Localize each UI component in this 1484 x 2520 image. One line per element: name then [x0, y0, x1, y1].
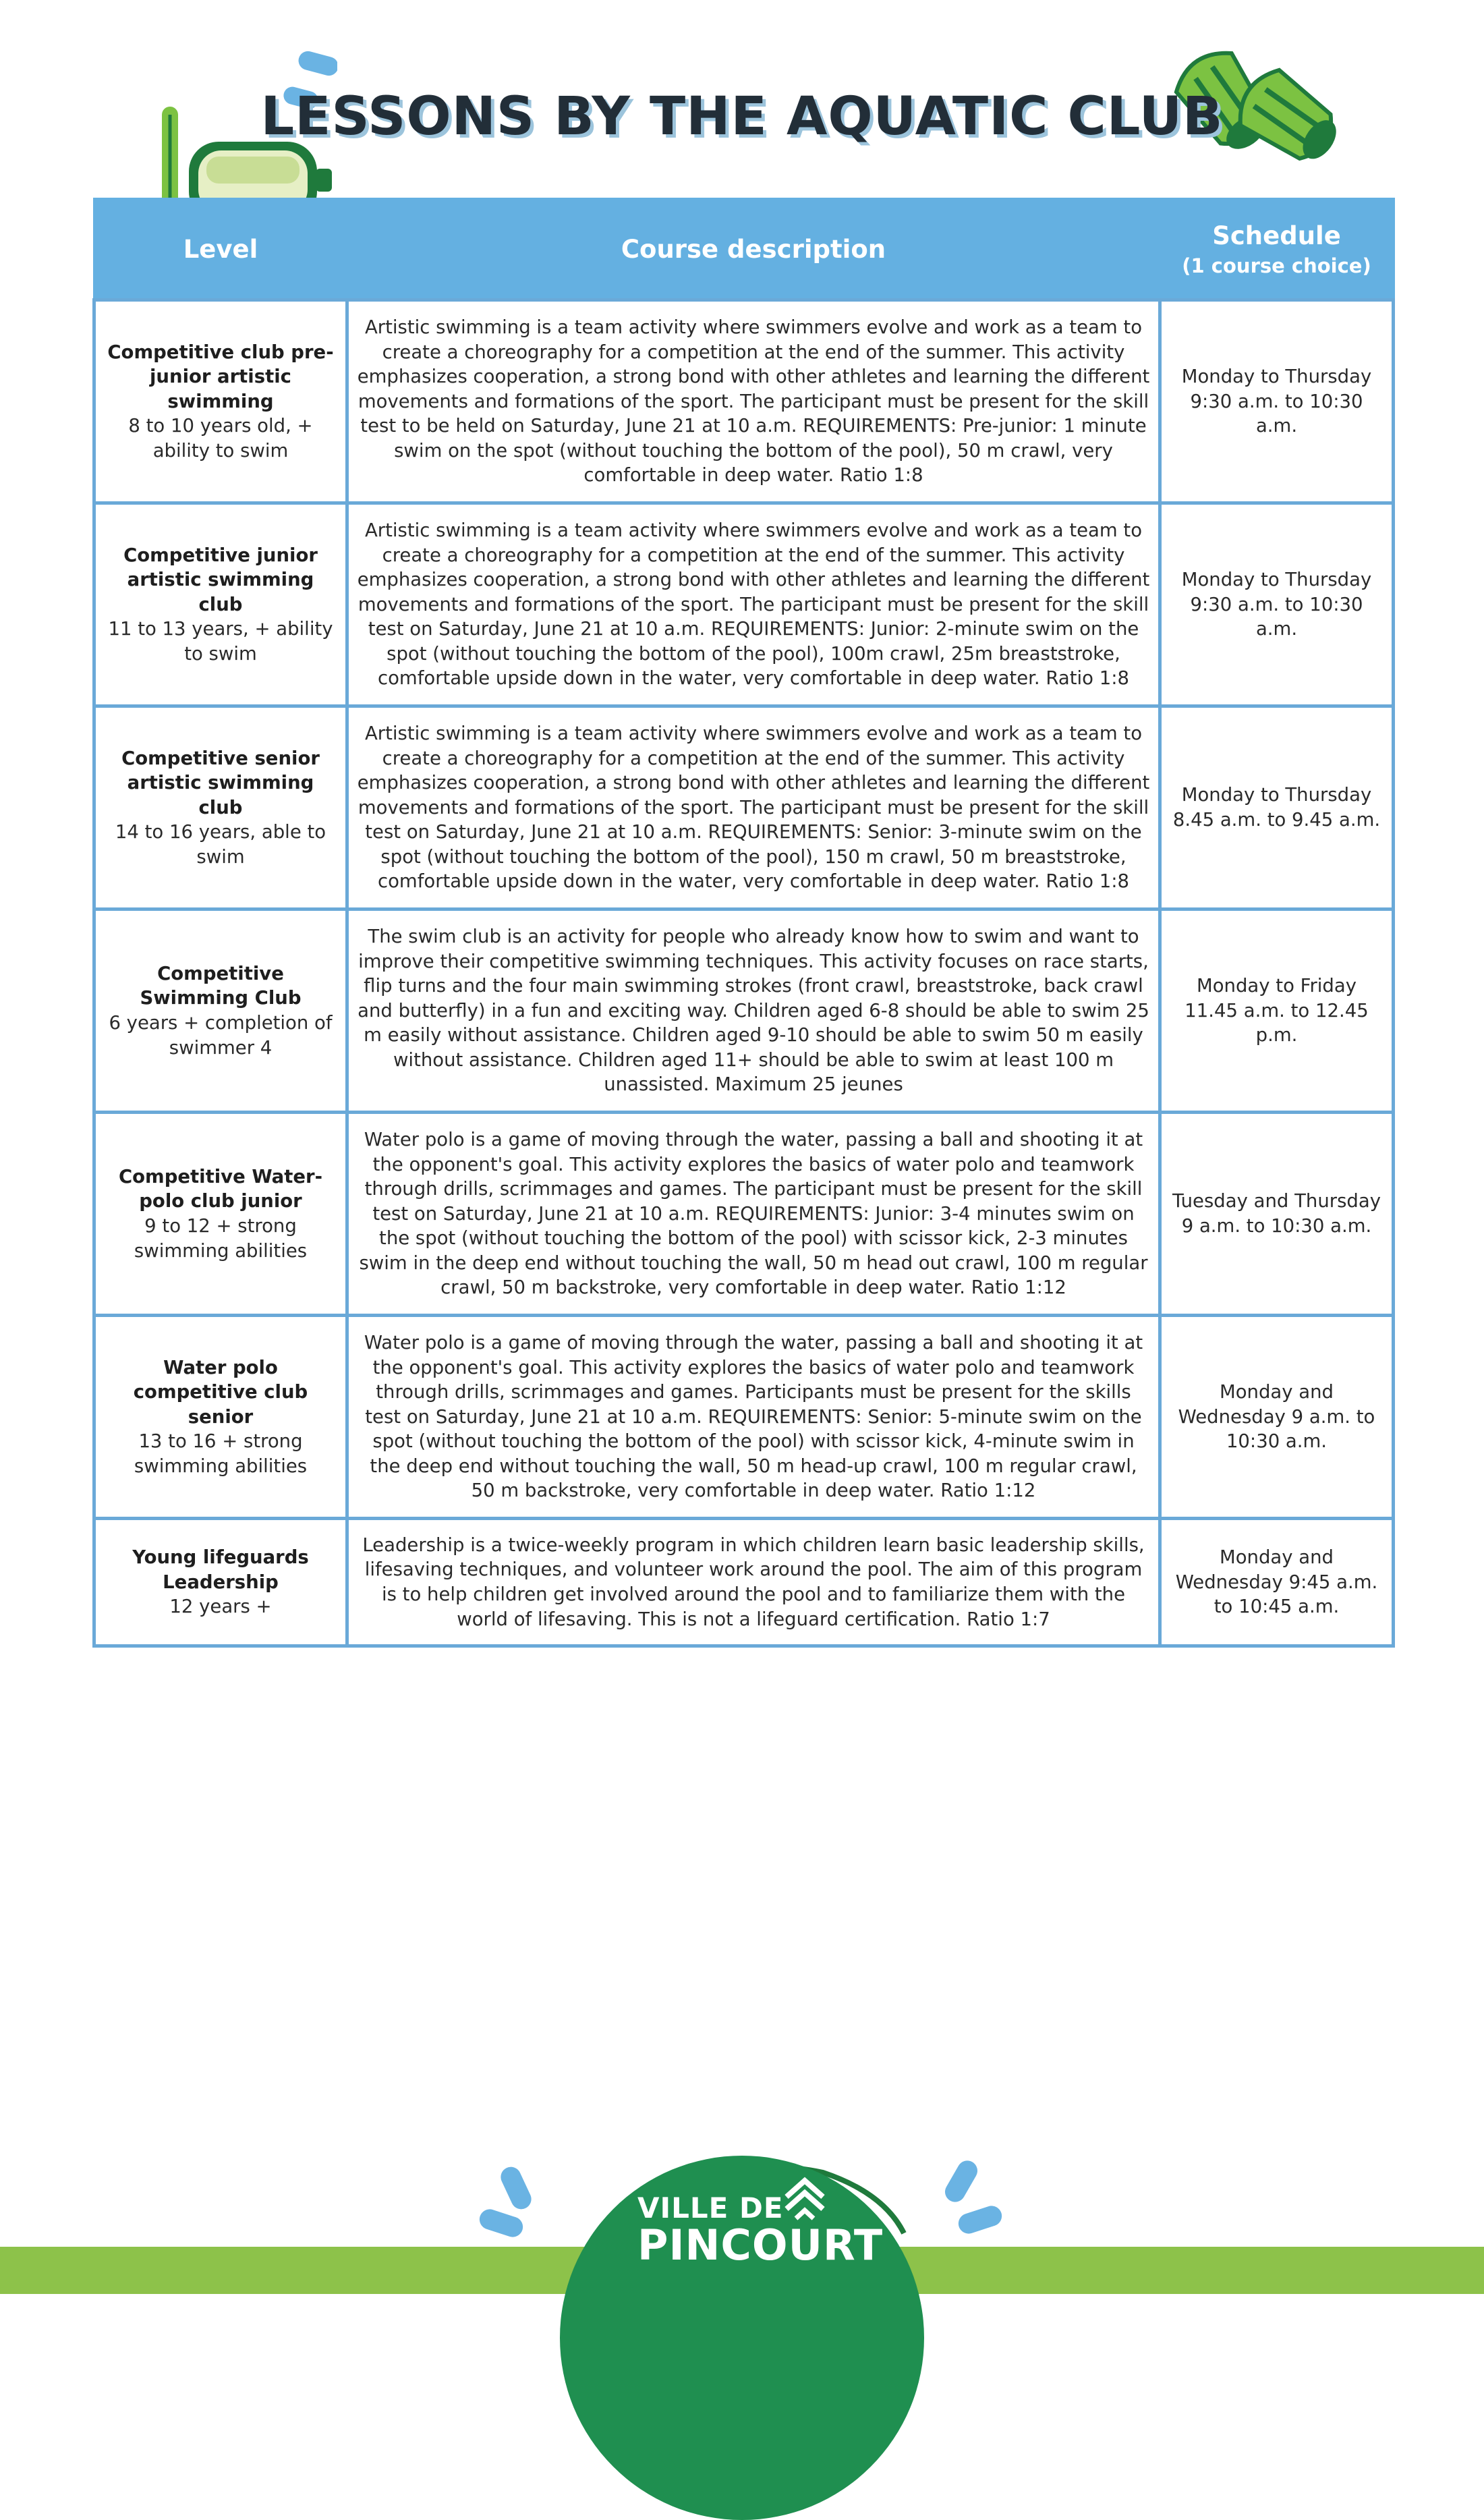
table-row [94, 1316, 1394, 1519]
description-cell: Water polo is a game of moving through the water, passing a ball and shooting it at the opponent's goal. This activity explores the basics of water polo and teamwork through drills, scrimmages and games. The participant must be present for the skill test on Saturday, June 21 at 10 a.m. REQUIREMENTS: Junior: 3-4 minutes swim on the spot (without touching the bottom of the pool) with scissor kick, 2-3 minutes swim in the deep end without touching the wall, 50 m head out crawl, 100 m regular crawl, 50 m backstroke, very comfortable in deep water. Ratio 1:12 [347, 1113, 1160, 1316]
level-name: Competitive club pre-junior artistic swimming [107, 341, 334, 412]
column-header-description: Course description [347, 199, 1160, 300]
lessons-table [92, 198, 1395, 1648]
schedule-cell: Monday to Thursday 9:30 a.m. to 10:30 a.m. [1160, 503, 1394, 706]
description-cell: Artistic swimming is a team activity where swimmers evolve and work as a team to create a choreography for a competition at the end of the summer. This activity emphasizes cooperation, a strong bond with other athletes and learning the different movements and formations of the sport. The participant must be present for the skill test to be held on Saturday, June 21 at 10 a.m. REQUIREMENTS: Pre-junior: 1 minute swim on the spot (without touching the bottom of the pool), 50 m crawl, very comfortable in deep water. Ratio 1:8 [347, 300, 1160, 503]
table-row [94, 503, 1394, 706]
table-row [94, 1113, 1394, 1316]
description-cell: Artistic swimming is a team activity where swimmers evolve and work as a team to create a choreography for a competition at the end of the summer. This activity emphasizes cooperation, a strong bond with other athletes and learning the different movements and formations of the sport. The participant must be present for the skill test on Saturday, June 21 at 10 a.m. REQUIREMENTS: Senior: 3-minute swim on the spot (without touching the bottom of the pool), 150 m crawl, 50 m breaststroke, comfortable upside down in the water, very comfortable in deep water. Ratio 1:8 [347, 706, 1160, 909]
level-cell [94, 503, 347, 706]
column-header-schedule [1160, 199, 1394, 300]
description-cell: Water polo is a game of moving through the water, passing a ball and shooting it at the opponent's goal. This activity explores the basics of water polo and teamwork through drills, scrimmages and games. Participants must be present for the skills test on Saturday, June 21 at 10 a.m. REQUIREMENTS: Senior: 5-minute swim on the spot (without touching the bottom of the pool) with scissor kick, 4-minute swim in the deep end without touching the wall, 50 m head-up crawl, 100 m regular crawl, 50 m backstroke, very comfortable in deep water. Ratio 1:12 [347, 1316, 1160, 1519]
level-cell [94, 1113, 347, 1316]
level-cell [94, 706, 347, 909]
level-name: Water polo competitive club senior [133, 1356, 308, 1428]
level-cell [94, 1316, 347, 1519]
level-cell [94, 909, 347, 1113]
table-row [94, 1519, 1394, 1646]
schedule-header-sub: (1 course choice) [1182, 254, 1371, 277]
description-cell: The swim club is an activity for people who already know how to swim and want to improve their competitive swimming techniques. This activity focuses on race starts, flip turns and the four main swimming strokes (front crawl, breaststroke, back crawl and butterfly) in a fun and exciting way. Children aged 6-8 should be able to swim 25 m easily without assistance. Children aged 9-10 should be able to swim 50 m easily without assistance. Children aged 11+ should be able to swim at least 100 m unassisted. Maximum 25 jeunes [347, 909, 1160, 1113]
level-name: Competitive Swimming Club [140, 962, 302, 1009]
schedule-cell: Tuesday and Thursday 9 a.m. to 10:30 a.m. [1160, 1113, 1394, 1316]
schedule-cell: Monday and Wednesday 9 a.m. to 10:30 a.m. [1160, 1316, 1394, 1519]
description-cell: Leadership is a twice-weekly program in which children learn basic leadership skills, lifesaving techniques, and volunteer work around the pool. The aim of this program is to help children get involved around the pool and to familiarize them with the world of lifesaving. This is not a lifeguard certification. Ratio 1:7 [347, 1519, 1160, 1646]
page-title: LESSONS BY THE AQUATIC CLUB [260, 86, 1224, 147]
schedule-cell: Monday to Friday 11.45 a.m. to 12.45 p.m. [1160, 909, 1394, 1113]
level-detail: 9 to 12 + strong swimming abilities [134, 1215, 308, 1262]
description-cell: Artistic swimming is a team activity where swimmers evolve and work as a team to create a choreography for a competition at the end of the summer. This activity emphasizes cooperation, a strong bond with other athletes and learning the different movements and formations of the sport. The participant must be present for the skill test on Saturday, June 21 at 10 a.m. REQUIREMENTS: Junior: 2-minute swim on the spot (without touching the bottom of the pool), 100m crawl, 25m breaststroke, comfortable upside down in the water, very comfortable in deep water. Ratio 1:8 [347, 503, 1160, 706]
level-detail: 11 to 13 years, + ability to swim [108, 618, 333, 665]
table-header-row [94, 199, 1394, 300]
level-detail: 12 years + [169, 1596, 272, 1618]
logo-line1: VILLE DE [637, 2191, 784, 2224]
schedule-cell: Monday and Wednesday 9:45 a.m. to 10:45 a.m. [1160, 1519, 1394, 1646]
table-row [94, 706, 1394, 909]
chevron-up-icon [781, 2174, 828, 2221]
table-row [94, 909, 1394, 1113]
level-detail: 14 to 16 years, able to swim [115, 821, 326, 868]
column-header-level: Level [94, 199, 347, 300]
level-detail: 13 to 16 + strong swimming abilities [134, 1430, 308, 1477]
level-cell [94, 300, 347, 503]
logo-line2: PINCOURT [637, 2220, 884, 2270]
level-name: Competitive junior artistic swimming club [123, 544, 318, 615]
level-name: Young lifeguards Leadership [132, 1546, 309, 1593]
level-name: Competitive senior artistic swimming club [121, 747, 320, 818]
level-detail: 6 years + completion of swimmer 4 [109, 1012, 333, 1059]
schedule-cell: Monday to Thursday 8.45 a.m. to 9.45 a.m. [1160, 706, 1394, 909]
table-row [94, 300, 1394, 503]
level-name: Competitive Water-polo club junior [118, 1165, 323, 1212]
level-detail: 8 to 10 years old, + ability to swim [128, 415, 313, 461]
level-cell [94, 1519, 347, 1646]
schedule-cell: Monday to Thursday 9:30 a.m. to 10:30 a.m. [1160, 300, 1394, 503]
schedule-header-label: Schedule [1212, 221, 1341, 250]
